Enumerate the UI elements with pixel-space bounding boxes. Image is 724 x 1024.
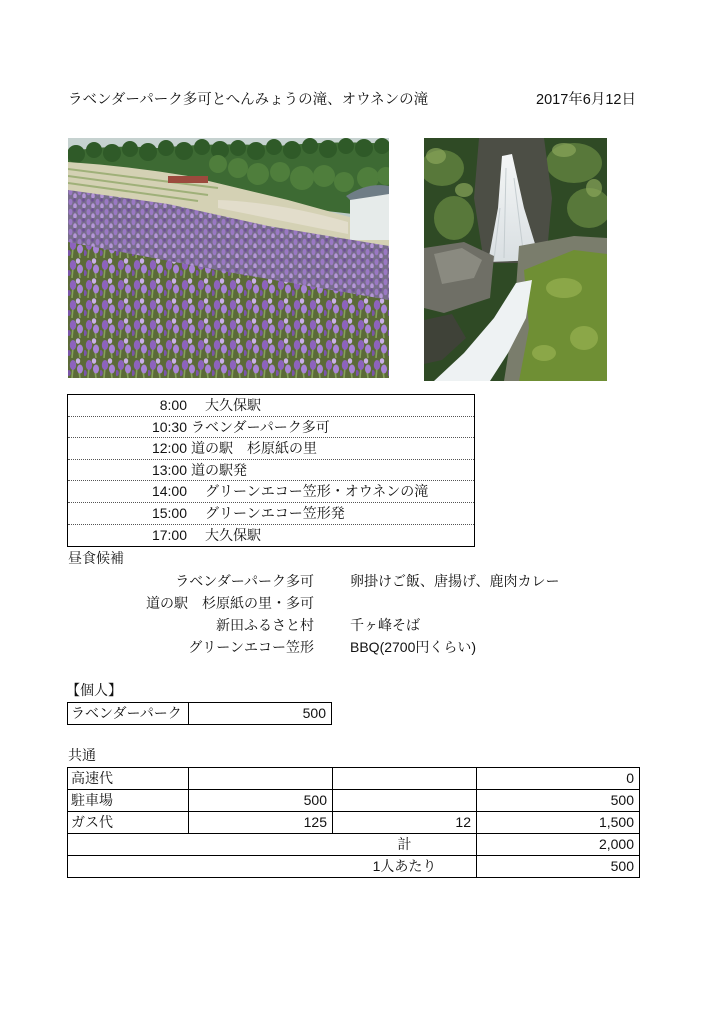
schedule-place: 道の駅発 (191, 461, 247, 478)
schedule-row (68, 395, 474, 417)
lavender-field-photo (68, 138, 389, 378)
personal-table (67, 702, 332, 725)
common-table (67, 767, 640, 878)
lunch-menu: BBQ(2700円くらい) (350, 639, 477, 655)
lunch-item (0, 592, 724, 614)
lunch-place: 道の駅 杉原紙の里・多可 (146, 595, 314, 611)
cost-item: ガス代 (68, 812, 189, 834)
schedule-row (68, 503, 474, 525)
schedule-place: グリーンエコー笠形発 (191, 504, 345, 521)
moss (519, 250, 607, 381)
per-person-row (68, 856, 640, 878)
schedule-row (68, 460, 474, 482)
document-date: 2017年6月12日 (536, 92, 636, 108)
cost-quantity (333, 790, 477, 812)
schedule-time: 8:00 (159, 397, 187, 413)
table-row (68, 790, 640, 812)
common-heading: 共通 (68, 747, 96, 763)
schedule-time: 17:00 (151, 526, 187, 543)
lunch-item (0, 614, 724, 636)
cost-unit-price (189, 768, 333, 790)
sum-value: 2,000 (477, 834, 640, 856)
cost-unit-price: 500 (189, 790, 333, 812)
schedule-row (68, 438, 474, 460)
cost-amount: 500 (189, 703, 332, 725)
schedule-place: 大久保駅 (191, 526, 261, 543)
cost-total: 500 (477, 790, 640, 812)
schedule-time: 12:00 (151, 440, 187, 457)
merged-cell (68, 856, 333, 878)
schedule-place: ラベンダーパーク多可 (191, 418, 330, 435)
schedule-time: 15:00 (151, 504, 187, 521)
cost-total: 0 (477, 768, 640, 790)
lunch-heading: 昼食候補 (68, 550, 124, 566)
schedule-row (68, 525, 474, 547)
cost-quantity: 12 (333, 812, 477, 834)
schedule-place: 道の駅 杉原紙の里 (191, 440, 317, 457)
lunch-item (0, 570, 724, 592)
table-row (68, 768, 640, 790)
schedule-time: 13:00 (151, 461, 187, 478)
table-row (68, 703, 332, 725)
cost-quantity (333, 768, 477, 790)
cost-item: 駐車場 (68, 790, 189, 812)
lunch-place: ラベンダーパーク多可 (175, 573, 314, 589)
schedule-time: 10:30 (151, 418, 187, 435)
sum-label: 計 (333, 834, 477, 856)
table-row (68, 812, 640, 834)
personal-heading: 【個人】 (66, 682, 122, 698)
cost-unit-price: 125 (189, 812, 333, 834)
lunch-item (0, 636, 724, 658)
schedule-row (68, 417, 474, 439)
sum-row (68, 834, 640, 856)
cost-total: 1,500 (477, 812, 640, 834)
lunch-list (0, 570, 724, 658)
per-person-label: 1人あたり (333, 856, 477, 878)
schedule-place: 大久保駅 (191, 397, 261, 413)
red-structure (168, 176, 208, 183)
schedule-time: 14:00 (151, 483, 187, 500)
per-person-value: 500 (477, 856, 640, 878)
waterfall-photo (424, 138, 607, 381)
schedule-row (68, 481, 474, 503)
merged-cell (68, 834, 333, 856)
cost-item: 高速代 (68, 768, 189, 790)
lunch-place: グリーンエコー笠形 (188, 639, 314, 655)
lunch-place: 新田ふるさと村 (216, 617, 314, 633)
cost-item: ラベンダーパーク (68, 703, 189, 725)
document-title: ラベンダーパーク多可とへんみょうの滝、オウネンの滝 (68, 92, 429, 108)
lunch-menu: 卵掛けご飯、唐揚げ、鹿肉カレー (350, 573, 560, 589)
schedule-place: グリーンエコー笠形・オウネンの滝 (191, 483, 429, 500)
lunch-menu: 千ヶ峰そば (350, 617, 420, 633)
schedule-table (67, 394, 475, 547)
